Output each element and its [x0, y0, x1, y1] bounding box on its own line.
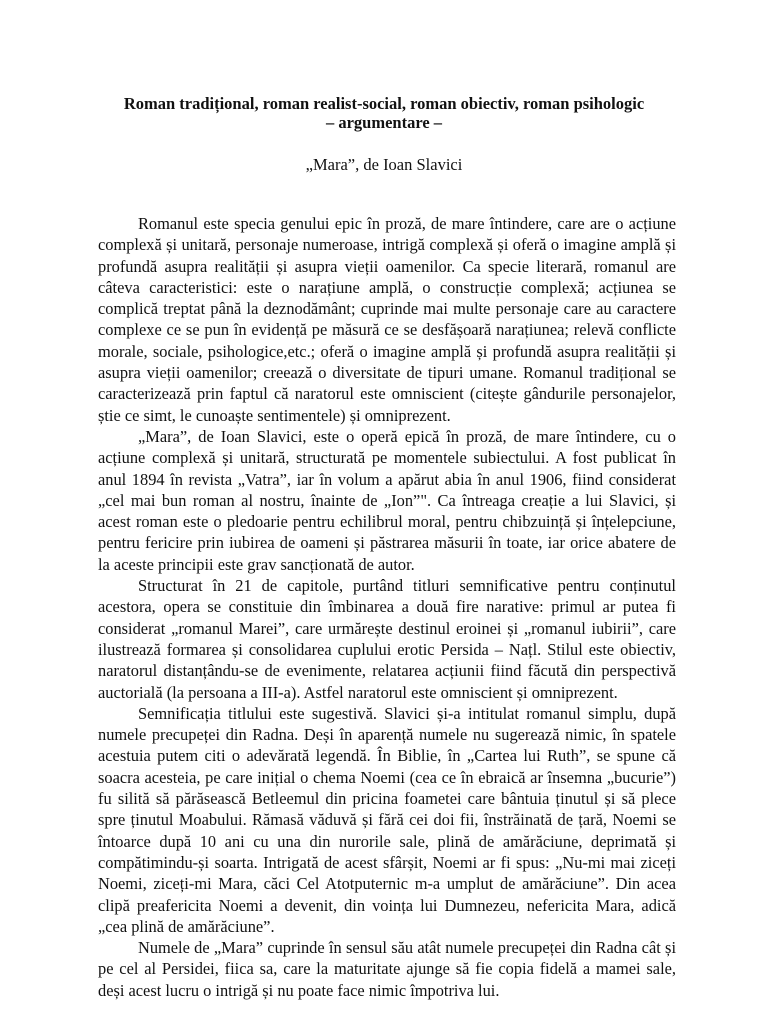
document-title: Roman tradițional, roman realist-social, roman obiectiv, roman psihologic: [123, 94, 645, 113]
paragraph: Numele de „Mara” cuprinde în sensul său atât numele precupeței din Radna cât și pe cel al Persidei, fiica sa, care la maturitate ajunge să fie copia fidelă a mamei sale, deși acest lucru o intrigă și nu poate face nimic împotriva lui.: [98, 938, 676, 1000]
document-body: [98, 213, 676, 1001]
paragraph: Structurat în 21 de capitole, purtând titluri semnificative pentru conținutul acestora, opera se constituie din îmbinarea a două fire narative: primul ar putea fi considerat „romanul Marei”, care urmărește destinul eroinei și „romanul iubirii”, care ilustrează formarea și consolidarea cuplului erotic Persida – Națl. Stilul este obiectiv, naratorul distanțându-se de evenimente, relatarea acțiunii fiind făcută din perspectivă auctorială (la persoana a III-a). Astfel naratorul este omniscient și omniprezent.: [98, 576, 676, 702]
document-subtitle: – argumentare –: [325, 113, 443, 132]
paragraph: „Mara”, de Ioan Slavici, este o operă epică în proză, de mare întindere, cu o acțiune complexă și unitară, structurată pe momentele subiectului. A fost publicat în anul 1894 în revista „Vatra”, iar în volum a apărut abia în anul 1906, fiind considerat „cel mai bun roman al nostru, înainte de „Ion”". Ca întreaga creație a lui Slavici, și acest roman este o pledoarie pentru echilibrul moral, pentru chibzuință și înțelepciune, pentru fericire prin iubirea de oameni și păstrarea măsurii în toate, iar orice abatere de la aceste principii este grav sancționată de autor.: [98, 426, 676, 574]
paragraph: Romanul este specia genului epic în proză, de mare întindere, care are o acțiune complexă și unitară, personaje numeroase, intrigă complexă și oferă o imagine amplă și profundă asupra realității și asupra vieții oamenilor. Ca specie literară, romanul are câteva caracteristici: este o narațiune amplă, o construcție complexă; acțiunea se complică treptat până la deznodământ; cuprinde mai multe personaje care au caractere complexe ce se pun în evidență pe măsură ce se desfășoară narațiunea; relevă conflicte morale, sociale, psihologice,etc.; oferă o imagine amplă și profundă asupra realității și asupra vieții oamenilor; creează o diversitate de tipuri umane. Romanul tradițional se caracterizează prin faptul că naratorul este omniscient (citește gândurile personajelor, știe ce simt, le cunoaște sentimentele) și omniprezent.: [98, 214, 676, 425]
paragraph: Semnificația titlului este sugestivă. Slavici și-a intitulat romanul simplu, după numele precupeței din Radna. Deși în aparență numele nu sugerează nimic, în spatele acestuia putem citi o adevărată legendă. În Biblie, în „Cartea lui Ruth”, se spune că soacra acesteia, pe care inițial o chema Noemi (cea ce în ebraică ar însemna „bucurie”) fu silită să părăsească Betleemul din pricina foametei care bântuia ținutul și să plece spre ținutul Moabului. Rămasă văduvă și fără cei doi fii, înstrăinată de țară, Noemi se întoarce după 10 ani cu una din nurorile sale, plină de amărăciune, deprimată și compătimindu-și soarta. Intrigată de acest sfârșit, Noemi ar fi spus: „Nu-mi mai ziceți Noemi, ziceți-mi Mara, căci Cel Atotputernic m-a umplut de amărăciune”. Din acea clipă preafericita Noemi a devenit, din voința lui Dumnezeu, nefericita Mara, adică „cea plină de amărăciune”.: [98, 703, 676, 936]
work-heading: „Mara”, de Ioan Slavici: [305, 155, 463, 174]
